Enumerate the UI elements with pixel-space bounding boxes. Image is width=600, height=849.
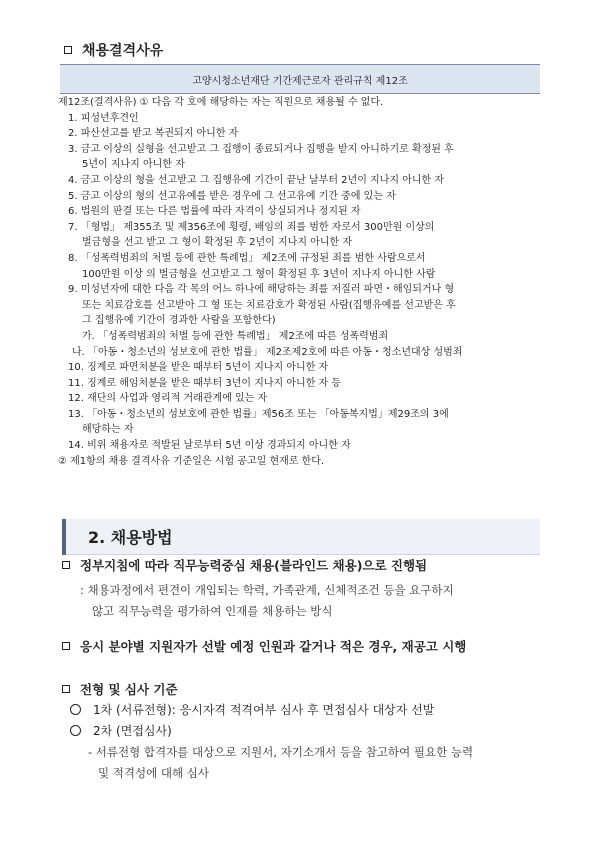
regulation-line: 나. 「아동・청소년의 성보호에 관한 법률」 제2조제2호에 따른 아동・청소년대상 성범죄 — [72, 346, 463, 358]
circle-bullet-icon — [70, 725, 81, 736]
regulation-line: 해당하는 자 — [82, 424, 134, 436]
regulation-line: 7. 「형법」 제355조 및 제356조에 횡령, 배임의 죄를 범한 자로서 300만원 이상의 — [68, 221, 435, 233]
description-line: 않고 직무능력을 평가하여 인재를 채용하는 방식 — [92, 604, 333, 618]
stage-1-item — [70, 701, 434, 718]
regulation-items — [58, 111, 548, 470]
stage-2-description — [88, 742, 548, 784]
regulation-line: 1. 피성년후견인 — [68, 112, 139, 124]
section-heading-disqualification — [64, 40, 163, 60]
heading-screening-criteria — [62, 680, 178, 698]
regulation-line: 벌금형을 선고 받고 그 형이 확정된 후 2년이 지나지 아니한 자 — [82, 237, 352, 249]
regulation-line: 12. 재단의 사업과 영리적 거래관계에 있는 자 — [68, 393, 268, 405]
regulation-line: 8. 「성폭력범죄의 처벌 등에 관한 특례법」 제2조에 규정된 죄를 범한 사람으로서 — [68, 252, 426, 264]
section2-title: 2. 채용방법 — [88, 528, 173, 547]
regulation-line: 11. 징계로 해임처분을 받은 때부터 3년이 지나지 아니한 자 등 — [68, 377, 342, 389]
heading-blind-hiring — [62, 556, 427, 574]
regulation-line: 또는 치료감호를 선고받아 그 형 또는 치료감호가 확정된 사람(집행유예를 선고받은 후 — [82, 299, 456, 311]
square-bullet-icon — [62, 642, 70, 650]
square-bullet-icon — [62, 561, 70, 569]
description-line: : 채용과정에서 편견이 개입되는 학력, 가족관계, 신체적조건 등을 요구하지 — [80, 583, 454, 597]
stage-2-text: 2차 (면접심사) — [93, 724, 172, 738]
regulation-text — [58, 95, 548, 469]
regulation-line: 2. 파산선고를 받고 복권되지 아니한 자 — [68, 128, 239, 140]
description-line: - 서류전형 합격자를 대상으로 지원서, 자기소개서 등을 참고하여 필요한 능력 — [88, 745, 474, 759]
regulation-line: 100만원 이상 의 벌금형을 선고받고 그 형이 확정된 후 3년이 지나지 아니한 사람 — [82, 268, 436, 280]
regulation-line: 그 집행유예 기간이 경과한 사람을 포함한다) — [82, 315, 276, 327]
regulation-line: 3. 금고 이상의 실형을 선고받고 그 집행이 종료되거나 집행을 받지 아니하기로 확정된 후 — [68, 143, 454, 155]
stage-2-item — [70, 722, 172, 739]
rule-title: 고양시청소년재단 기간제근로자 관리규칙 제12조 — [192, 75, 408, 87]
regulation-line: 9. 미성년자에 대한 다음 각 목의 어느 하나에 해당하는 죄를 저질러 파면・해임되거나 형 — [68, 284, 455, 296]
regulation-line: 13. 「아동・청소년의 성보호에 관한 법률」제56조 또는 「아동복지법」제29조의 3에 — [68, 408, 449, 420]
regulation-line: 14. 비위 채용자로 적발된 날로부터 5년 이상 경과되지 아니한 자 — [68, 440, 351, 452]
heading-text: 전형 및 심사 기준 — [80, 682, 178, 697]
stage-1-text: 1차 (서류전형): 응시자격 적격여부 심사 후 면접심사 대상자 선발 — [93, 703, 435, 717]
section-heading-text: 채용결격사유 — [82, 43, 164, 59]
regulation-line: 5. 금고 이상의 형의 선고유예를 받은 경우에 그 선고유예 기간 중에 있는 자 — [68, 190, 396, 202]
regulation-line: 5년이 지나지 아니한 자 — [82, 159, 185, 171]
regulation-line: 6. 법원의 판결 또는 다른 법률에 따라 자격이 상실되거나 정지된 자 — [68, 206, 361, 218]
regulation-line: 가. 「성폭력범죄의 처벌 등에 관한 특례법」 제2조에 따른 성폭력범죄 — [82, 330, 389, 342]
circle-bullet-icon — [70, 704, 81, 715]
regulation-line: 4. 금고 이상의 형을 선고받고 그 집행유예 기간이 끝난 날부터 2년이 지나지 아니한 자 — [68, 174, 445, 186]
square-bullet-icon — [64, 46, 72, 54]
square-bullet-icon — [62, 685, 70, 693]
heading-reannouncement — [62, 637, 466, 655]
regulation-intro: 제12조(결격사유) ① 다음 각 호에 해당하는 자는 직원으로 채용될 수 없다. — [58, 97, 384, 108]
description-line: 및 적격성에 대해 심사 — [98, 766, 209, 780]
rule-title-box — [60, 64, 540, 94]
regulation-line: ② 제1항의 채용 결격사유 기준일은 시험 공고일 현재로 한다. — [58, 455, 325, 467]
regulation-line: 10. 징계로 파면처분을 받은 때부터 5년이 지나지 아니한 자 — [68, 362, 329, 374]
heading-text: 응시 분야별 지원자가 선발 예정 인원과 같거나 적은 경우, 재공고 시행 — [80, 639, 467, 654]
heading-text: 정부지침에 따라 직무능력중심 채용(블라인드 채용)으로 진행됨 — [80, 558, 428, 573]
blind-hiring-description — [80, 580, 550, 622]
